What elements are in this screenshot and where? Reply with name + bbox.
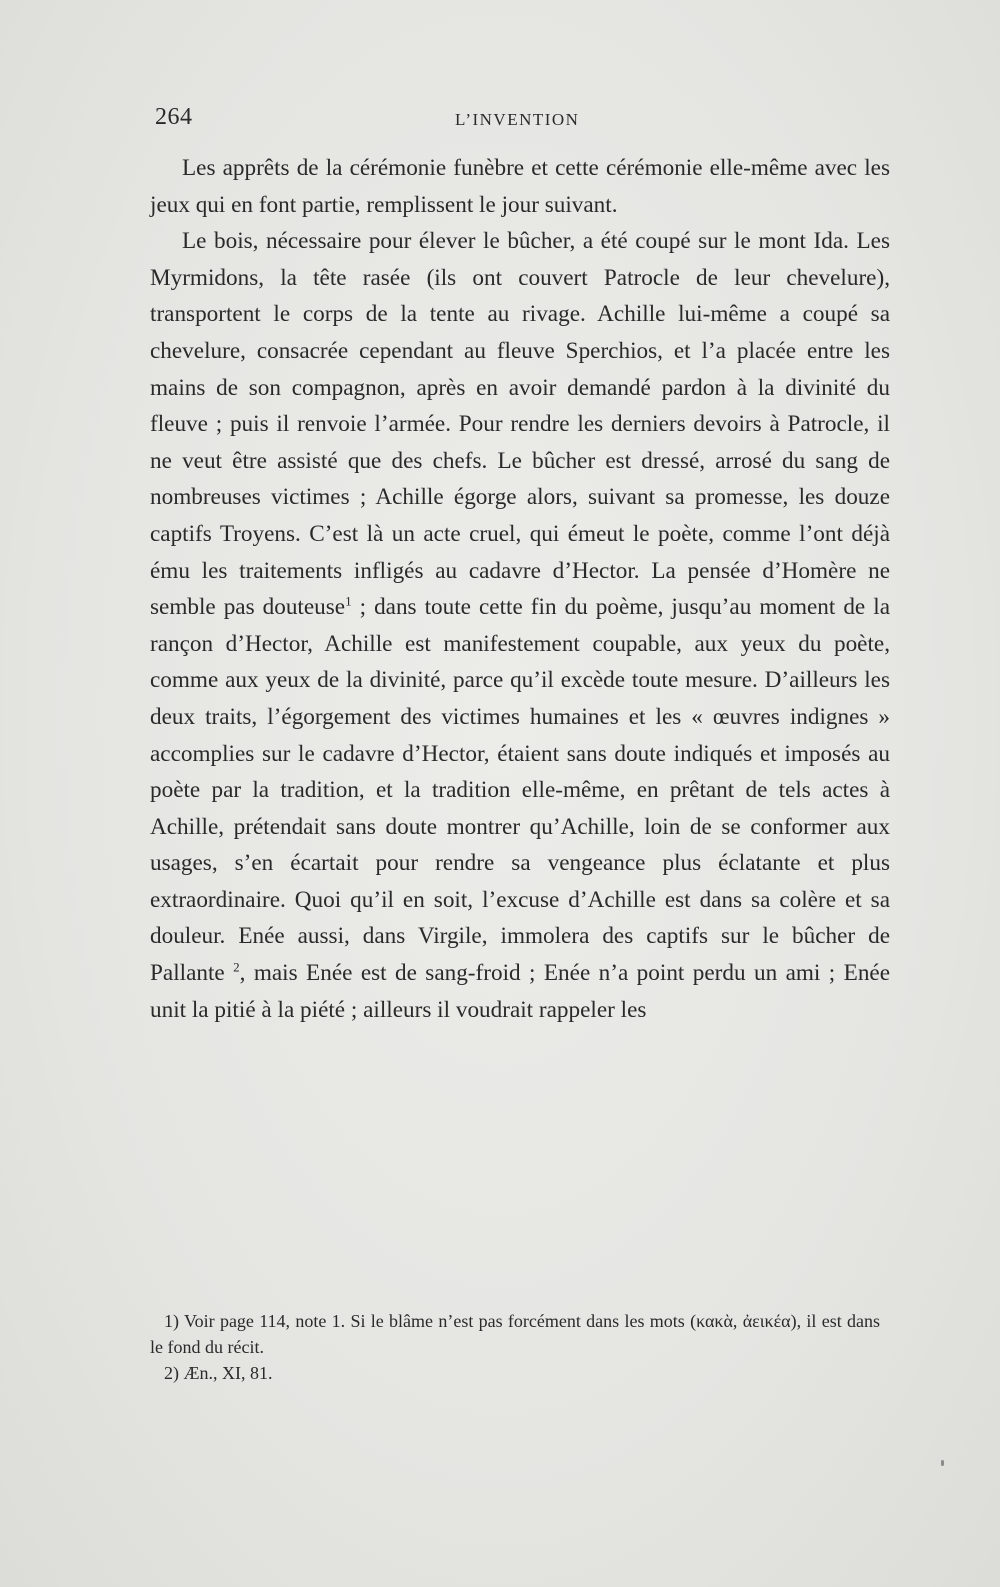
footnotes bbox=[150, 1308, 880, 1386]
footnote-marker: 2 bbox=[233, 959, 240, 975]
paragraph-text: , mais Enée est de sang-froid ; Enée n’a point perdu un ami ; Enée unit la pitié à la piété ; ailleurs il voudrait rappeler les bbox=[150, 960, 890, 1023]
page-header bbox=[155, 104, 890, 134]
paragraph bbox=[150, 223, 890, 1028]
paper-speck bbox=[941, 1460, 944, 1466]
page-number: 264 bbox=[155, 104, 193, 130]
footnote-1: 1) Voir page 114, note 1. Si le blâme n’est pas forcément dans les mots (κακὰ, ἀεικέα), il est dans le fond du récit. bbox=[150, 1311, 880, 1357]
footnote-marker: 1 bbox=[345, 593, 352, 609]
footnote-2: 2) Æn., XI, 81. bbox=[164, 1363, 273, 1383]
running-head: L’INVENTION bbox=[455, 110, 580, 129]
main-text bbox=[150, 150, 890, 1028]
paragraph-text: ; dans toute cette fin du poème, jusqu’au moment de la rançon d’Hector, Achille est manifestement coupable, aux yeux du poète, comme aux yeux de la divinité, parce qu’il excède toute mesure. D’ailleurs les deux traits, l’égorgement des victimes humaines et les « œuvres indignes » accomplies sur le cadavre d’Hector, étaient sans doute indiqués et imposés au poète par la tradition, et la tradition elle-même, en prêtant de tels actes à Achille, prétendait sans doute montrer qu’Achille, loin de se conformer aux usages, s’en écartait pour rendre sa vengeance plus éclatante et plus extraordinaire. Quoi qu’il en soit, l’excuse d’Achille est dans sa colère et sa douleur. Enée aussi, dans Virgile, immolera des captifs sur le bûcher de Pallante bbox=[150, 594, 890, 987]
paragraph-text: Le bois, nécessaire pour élever le bûcher, a été coupé sur le mont Ida. Les Myrmidons, la tête rasée (ils ont couvert Patrocle de leur chevelure), transportent le corps de la tente au rivage. Achille lui-même a coupé sa chevelure, consacrée cependant au fleuve Sperchios, et l’a placée entre les mains de son compagnon, après en avoir demandé pardon à la divinité du fleuve ; puis il renvoie l’armée. Pour rendre les derniers devoirs à Patrocle, il ne veut être assisté que des chefs. Le bûcher est dressé, arrosé du sang de nombreuses victimes ; Achille égorge alors, suivant sa promesse, les douze captifs Troyens. C’est là un acte cruel, qui émeut le poète, comme l’ont déjà ému les traitements infligés au cadavre d’Hector. La pensée d’Homère ne semble pas douteuse bbox=[150, 228, 890, 621]
paragraph: Les apprêts de la cérémonie funèbre et cette cérémonie elle-même avec les jeux qui en font partie, remplissent le jour suivant. bbox=[150, 155, 890, 218]
